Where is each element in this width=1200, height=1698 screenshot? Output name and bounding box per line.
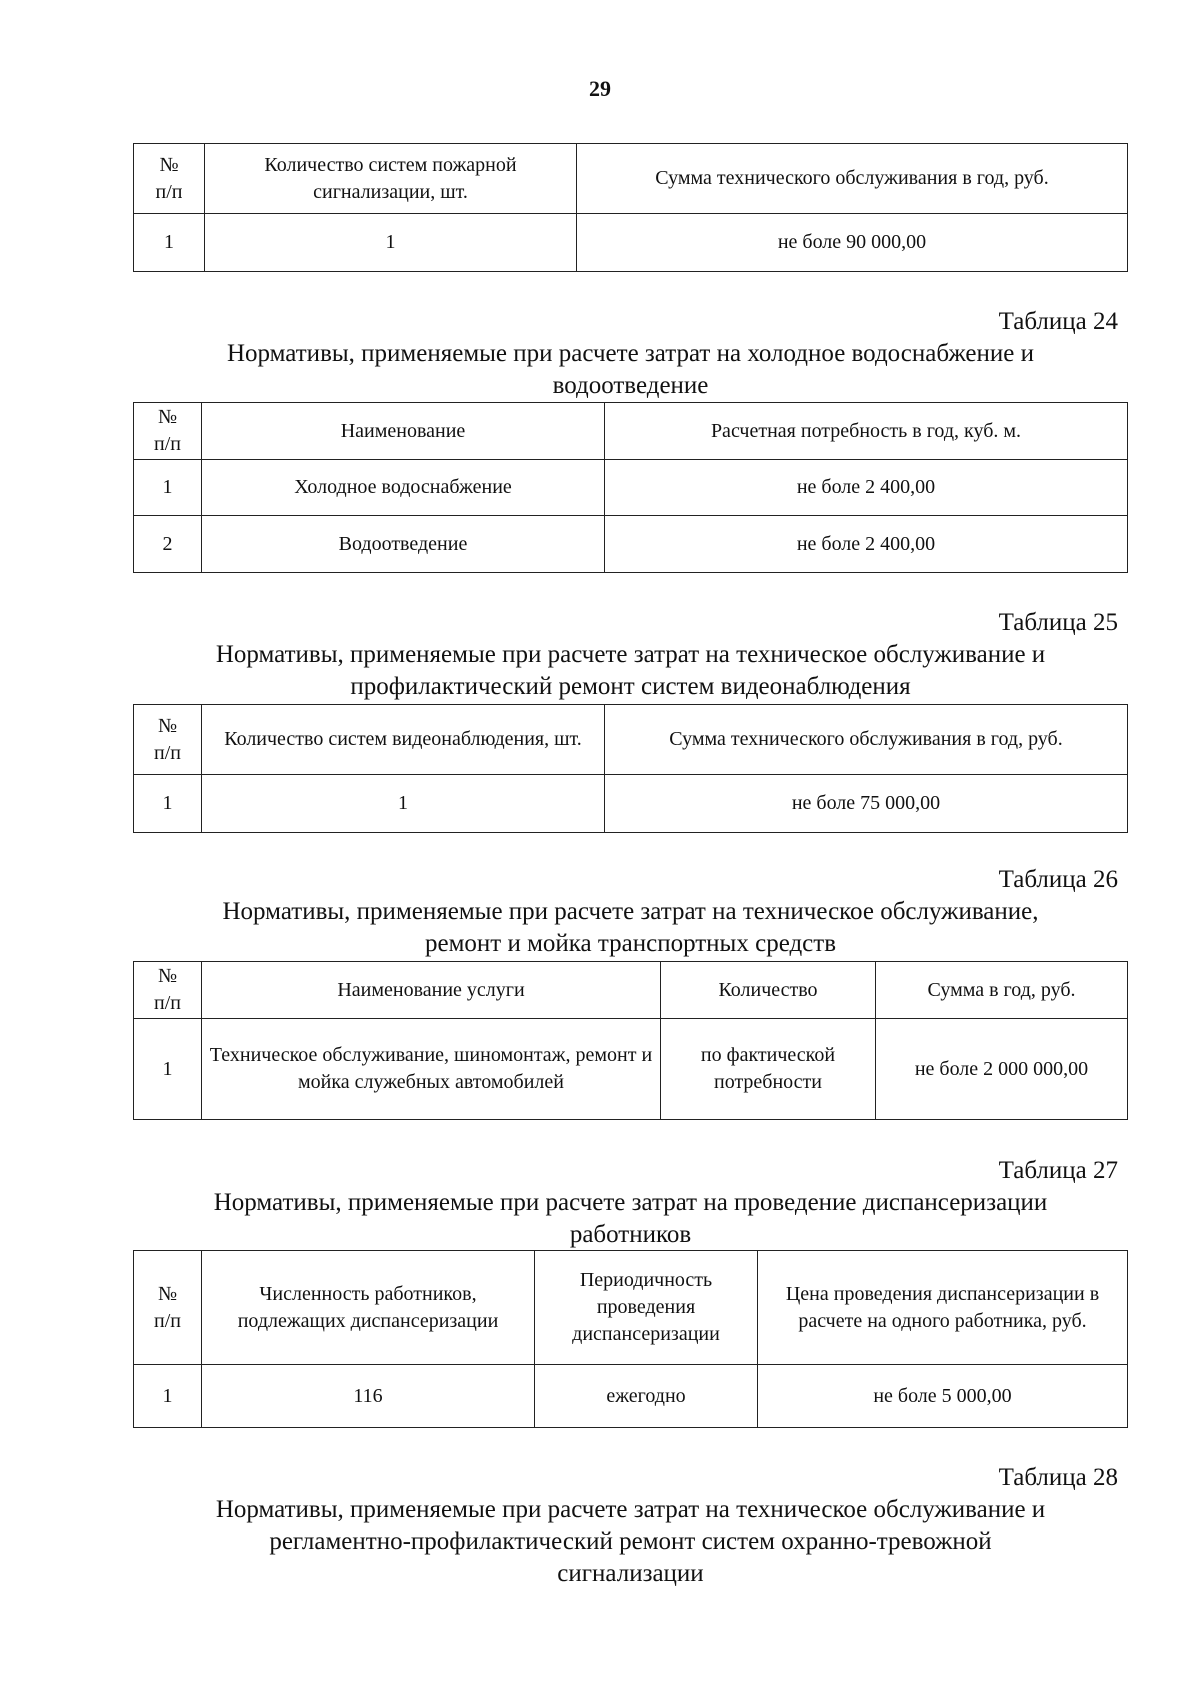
header-cell: Сумма в год, руб. (876, 962, 1128, 1019)
table-row (134, 214, 1128, 272)
table-cell: не боле 2 400,00 (605, 460, 1128, 516)
table-cell: 1 (134, 1365, 202, 1428)
header-pp: п/п (154, 741, 181, 764)
title-line: Нормативы, применяемые при расчете затрат на техническое обслуживание и (215, 1496, 1046, 1523)
table-cell: 1 (202, 775, 605, 833)
header-pp: п/п (154, 433, 181, 455)
table-cell: ежегодно (535, 1365, 758, 1428)
table-24-number: Таблица 24 (998, 308, 1118, 335)
table-25-number: Таблица 25 (998, 609, 1118, 636)
header-number: № (157, 714, 178, 737)
header-number: № (157, 965, 178, 987)
table-24-title (133, 338, 1128, 402)
table-cell: 116 (202, 1365, 535, 1428)
table-27-number: Таблица 27 (998, 1157, 1118, 1184)
table-row (134, 1019, 1128, 1120)
table-row (134, 1365, 1128, 1428)
header-cell (134, 705, 202, 775)
table-cell: не боле 2 000 000,00 (876, 1019, 1128, 1120)
table-26 (133, 961, 1128, 1120)
table-26-number: Таблица 26 (998, 866, 1118, 893)
table-25-title (133, 639, 1128, 703)
title-line: профилактический ремонт систем видеонаблюдения (350, 673, 911, 700)
table-cell: не боле 2 400,00 (605, 516, 1128, 573)
page-number: 29 (589, 76, 611, 101)
table-cell: Водоотведение (202, 516, 605, 573)
header-cell: Количество (661, 962, 876, 1019)
table-cell: не боле 75 000,00 (605, 775, 1128, 833)
title-line: сигнализации (557, 1560, 704, 1587)
table-27-title (133, 1187, 1128, 1251)
header-number: № (157, 406, 178, 428)
title-line: Нормативы, применяемые при расчете затрат на холодное водоснабжение и (226, 340, 1034, 367)
table-cell: по фактической потребности (661, 1019, 876, 1120)
title-line: Нормативы, применяемые при расчете затрат на техническое обслуживание и (215, 641, 1046, 668)
table-28-number: Таблица 28 (998, 1464, 1118, 1491)
header-cell: Цена проведения диспансеризации в расчете на одного работника, руб. (758, 1251, 1128, 1365)
header-number: № (159, 153, 179, 176)
table-row (134, 460, 1128, 516)
table-cell: Техническое обслуживание, шиномонтаж, ремонт и мойка служебных автомобилей (202, 1019, 661, 1120)
table-25 (133, 704, 1128, 833)
table-cell: 1 (134, 775, 202, 833)
title-line: Нормативы, применяемые при расчете затрат на проведение диспансеризации (213, 1189, 1048, 1216)
table-28-title (133, 1494, 1128, 1590)
title-line: работников (569, 1221, 692, 1248)
header-cell (134, 962, 202, 1019)
header-cell: Периодичность проведения диспансеризации (535, 1251, 758, 1365)
header-cell: Количество систем видеонаблюдения, шт. (202, 705, 605, 775)
table-header-row (134, 1251, 1128, 1365)
title-line: Нормативы, применяемые при расчете затрат на техническое обслуживание, (222, 898, 1039, 925)
table-row (134, 775, 1128, 833)
header-cell: Наименование услуги (202, 962, 661, 1019)
header-cell: Количество систем пожарной сигнализации, шт. (205, 144, 577, 214)
header-cell: Сумма технического обслуживания в год, руб. (577, 144, 1128, 214)
table-cell: 2 (134, 516, 202, 573)
table-cell: 1 (134, 214, 205, 272)
table-cell: 1 (205, 214, 577, 272)
title-line: водоотведение (552, 372, 709, 399)
header-pp: п/п (154, 1309, 181, 1332)
table-header-row (134, 403, 1128, 460)
table-cell: не боле 5 000,00 (758, 1365, 1128, 1428)
table-header-row (134, 962, 1128, 1019)
table-27 (133, 1250, 1128, 1428)
header-cell: Наименование (202, 403, 605, 460)
header-number: № (157, 1282, 178, 1305)
header-cell (134, 1251, 202, 1365)
table-cell: Холодное водоснабжение (202, 460, 605, 516)
table-row (134, 516, 1128, 573)
title-line: регламентно-профилактический ремонт систем охранно-тревожной (269, 1528, 992, 1555)
header-cell: Сумма технического обслуживания в год, руб. (605, 705, 1128, 775)
table-cell: не боле 90 000,00 (577, 214, 1128, 272)
header-pp: п/п (155, 180, 183, 203)
table-fire-alarm (133, 143, 1128, 272)
header-cell (134, 403, 202, 460)
title-line: ремонт и мойка транспортных средств (424, 930, 837, 957)
table-header-row (134, 144, 1128, 214)
header-pp: п/п (154, 992, 181, 1014)
table-cell: 1 (134, 460, 202, 516)
table-26-title (133, 896, 1128, 960)
table-header-row (134, 705, 1128, 775)
table-cell: 1 (134, 1019, 202, 1120)
header-cell: Расчетная потребность в год, куб. м. (605, 403, 1128, 460)
table-24 (133, 402, 1128, 573)
header-cell (134, 144, 205, 214)
header-cell: Численность работников, подлежащих диспансеризации (202, 1251, 535, 1365)
